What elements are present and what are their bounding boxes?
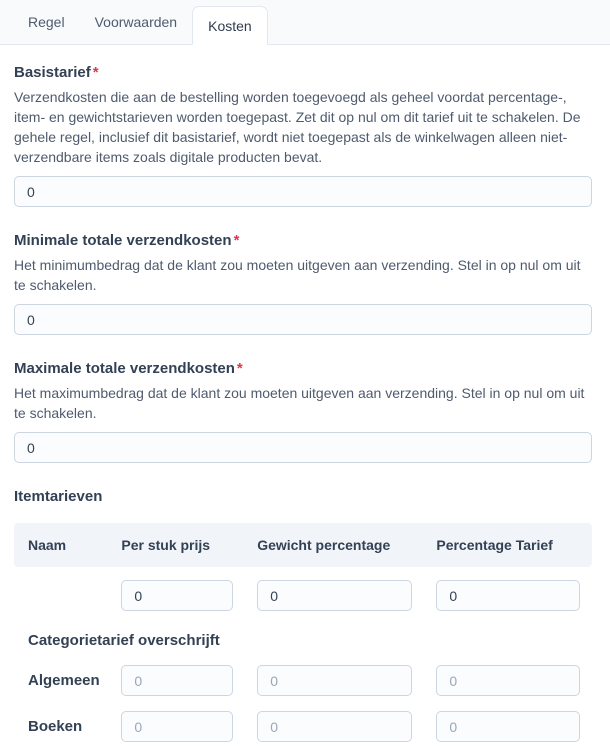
base-row-cell — [109, 567, 245, 611]
boeken-cell — [109, 696, 245, 742]
boeken-gewicht-percentage-input[interactable] — [257, 711, 412, 742]
boeken-per-stuk-prijs-input[interactable] — [121, 711, 233, 742]
algemeen-cell — [424, 650, 592, 696]
table-row-algemeen — [14, 650, 592, 696]
required-marker: * — [236, 360, 243, 377]
maximale-verzendkosten-label — [14, 360, 592, 377]
base-row-cell — [245, 567, 424, 611]
algemeen-name-cell — [14, 650, 109, 696]
table-row-base — [14, 567, 592, 611]
base-row-name-cell — [14, 567, 109, 611]
base-percentage-tarief-input[interactable] — [436, 580, 580, 611]
boeken-cell — [424, 696, 592, 742]
minimale-verzendkosten-label — [14, 232, 592, 249]
algemeen-cell — [245, 650, 424, 696]
category-overrides-title: Categorietarief overschrijft — [28, 632, 220, 649]
row-name-label: Algemeen — [28, 672, 100, 689]
table-row-boeken — [14, 696, 592, 742]
maximale-verzendkosten-description: Het maximumbedrag dat de klant zou moeten uitgeven aan verzending. Stel in op nul om uit te schakelen. — [14, 385, 585, 421]
row-name-label: Boeken — [28, 718, 83, 735]
tab-bar — [0, 0, 610, 45]
field-minimale-verzendkosten — [14, 232, 592, 335]
minimale-verzendkosten-description: Het minimumbedrag dat de klant zou moeten uitgeven aan verzending. Stel in op nul om uit te schakelen. — [14, 257, 581, 293]
field-basistarief — [14, 64, 592, 207]
algemeen-percentage-tarief-input[interactable] — [436, 665, 580, 696]
table-header-row — [14, 523, 592, 567]
algemeen-gewicht-percentage-input[interactable] — [257, 665, 412, 696]
basistarief-description: Verzendkosten die aan de bestelling worden toegevoegd als geheel voordat percentage-, item- en gewichtstarieven worden toegepast. Zet dit op nul om dit tarief uit te schakelen. De gehele regel, inclusief dit basistarief, wordt niet toegepast als de winkelwagen alleen niet-verzendbare items zoals digitale producten bevat. — [14, 89, 581, 165]
boeken-cell — [245, 696, 424, 742]
tab-panel-kosten — [0, 45, 610, 742]
minimale-verzendkosten-input[interactable] — [14, 304, 592, 335]
item-rates-table — [14, 523, 592, 742]
algemeen-cell — [109, 650, 245, 696]
field-maximale-verzendkosten — [14, 360, 592, 463]
itemtarieven-title: Itemtarieven — [14, 488, 103, 505]
column-header-per-stuk-prijs: Per stuk prijs — [109, 523, 245, 567]
base-row-cell — [424, 567, 592, 611]
basistarief-label — [14, 64, 592, 81]
tab-regel[interactable]: Regel — [28, 14, 65, 30]
minimale-verzendkosten-label-text: Minimale totale verzendkosten — [14, 232, 232, 249]
boeken-percentage-tarief-input[interactable] — [436, 711, 580, 742]
column-header-percentage-tarief: Percentage Tarief — [424, 523, 592, 567]
category-overrides-heading-row — [14, 611, 592, 650]
maximale-verzendkosten-label-text: Maximale totale verzendkosten — [14, 360, 235, 377]
required-marker: * — [233, 232, 240, 249]
column-header-gewicht-percentage: Gewicht percentage — [245, 523, 424, 567]
basistarief-label-text: Basistarief — [14, 64, 91, 81]
maximale-verzendkosten-input[interactable] — [14, 432, 592, 463]
boeken-name-cell — [14, 696, 109, 742]
base-per-stuk-prijs-input[interactable] — [121, 580, 233, 611]
column-header-naam: Naam — [14, 523, 109, 567]
algemeen-per-stuk-prijs-input[interactable] — [121, 665, 233, 696]
required-marker: * — [92, 64, 99, 81]
basistarief-input[interactable] — [14, 176, 592, 207]
tab-kosten[interactable]: Kosten — [192, 6, 268, 45]
tab-voorwaarden[interactable]: Voorwaarden — [94, 14, 178, 30]
base-gewicht-percentage-input[interactable] — [257, 580, 412, 611]
